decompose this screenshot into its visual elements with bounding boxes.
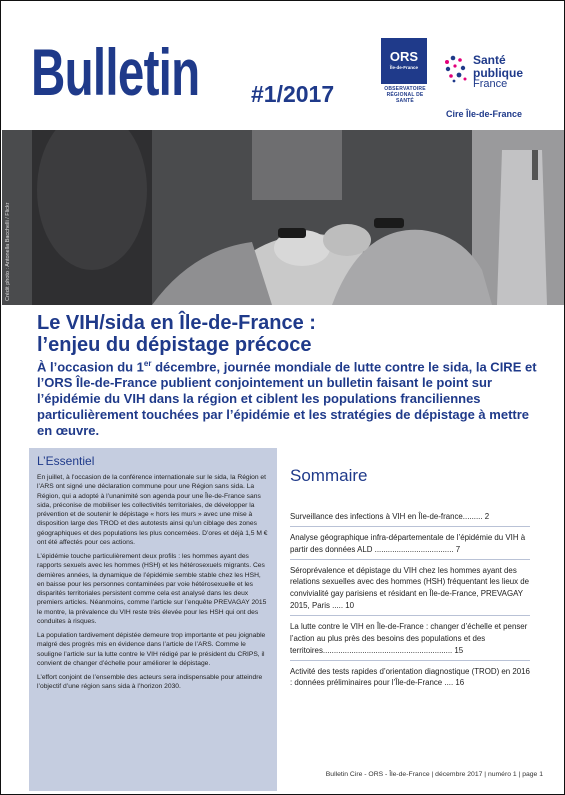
sommaire-title: Sommaire: [290, 466, 368, 485]
toc-item[interactable]: Analyse géographique infra-départementale de l’épidémie du VIH à partir des données ALD .................................... 7: [290, 532, 530, 560]
table-of-contents: [290, 511, 530, 697]
cover-photo: [2, 130, 564, 305]
page-footer: Bulletin Cire - ORS - Île-de-France | décembre 2017 | numéro 1 | page 1: [325, 771, 543, 778]
toc-item[interactable]: La lutte contre le VIH en Île-de-France : changer d’échelle et penser l’action au plus près des besoins des populations et des territoires........................................................... 15: [290, 621, 530, 661]
photo-credit: Crédit photo : Antonella Bacchelli / Flickr: [5, 202, 11, 301]
essentiel-title: L’Essentiel: [37, 454, 95, 468]
ors-logo-box: [381, 38, 427, 84]
essentiel-panel: [29, 448, 277, 791]
ors-logo: [381, 38, 429, 104]
lede-superscript: er: [143, 359, 152, 368]
headline-line1: Le VIH/sida en Île-de-France :: [37, 312, 316, 334]
toc-item[interactable]: Surveillance des infections à VIH en Île-de-france......... 2: [290, 511, 530, 527]
cire-label: Cire Île-de-France: [446, 109, 523, 119]
toc-item[interactable]: Activité des tests rapides d’orientation diagnostique (TROD) en 2016 : données préliminaires pour l’Île-de-France .... 16: [290, 666, 530, 688]
hands-photo-illustration: [2, 130, 564, 305]
toc-item[interactable]: Séroprévalence et dépistage du VIH chez les hommes ayant des relations sexuelles avec des hommes (HSH) fréquentant les lieux de convivialité gay parisiens et résidant en Île-de-France, PREVAGAY 2015, Paris ..... 10: [290, 565, 530, 616]
sp-line2: publique: [473, 65, 523, 80]
sp-line1: Santé: [473, 53, 506, 67]
ors-logo-caption: OBSERVATOIRE RÉGIONAL DE SANTÉ: [384, 86, 426, 104]
bulletin-title: Bulletin: [31, 35, 200, 109]
essentiel-paragraph: L’effort conjoint de l’ensemble des acteurs sera indispensable pour atteindre l’objectif d’une région sans sida à l’horizon 2030.: [37, 674, 263, 691]
lede-start: À l’occasion du 1: [37, 359, 144, 375]
essentiel-paragraph: En juillet, à l’occasion de la conférence internationale sur le sida, la Région et l’ARS ont signé une déclaration commune pour une Région sans sida. La Région, qui a adopté à l’unanimité son agenda pour une Île-de-France sans sida, préconise de mobiliser les collectivités territoriales, de développer la prévention et de soutenir le dépistage « hors les murs » avec une mise à disposition large des TROD et des autotests ainsi qu’un ciblage des zones géographiques et des populations les plus concernées. D’ores et déjà 1,5 M € ont été affectés pour ces actions.: [37, 474, 268, 546]
sp-line3: France: [473, 78, 508, 91]
ors-logo-sub: Île-de-France: [389, 65, 418, 70]
sante-publique-wordmark: [473, 54, 523, 91]
essentiel-paragraph: L’épidémie touche particulièrement deux profils : les hommes ayant des rapports sexuels avec les hommes (HSH) et les hétérosexuels migrants. Ces dernières années, la dynamique de l’épidémie semble stable chez les HSH, en baisse pour les personnes contaminées par voie hétérosexuelle et les disparités territoriales persistent comme cela est analysé dans les deux premiers articles. Néanmoins, comme l’article sur l’enquête PREVAGAY 2015 le montre, la prévalence du VIH reste très élevée pour les HSH qui ont des conduites à risques.: [37, 553, 267, 625]
lede-rest: décembre, journée mondiale de lutte contre le sida, la CIRE et l’ORS Île-de-France publient conjointement un bulletin faisant le point sur l’épidémie du VIH dans la région et ciblent les populations franciliennes particulièrement touchées par l’épidémie et les stratégies de dépistage à mettre en œuvre.: [37, 359, 537, 438]
essentiel-paragraph: La population tardivement dépistée demeure trop importante et peu joignable malgré des progrès mis en évidence dans l’article de l’ARS. Comme le souligne l’article sur la lutte contre le VIH rédigé par le président du CRIPS, il convient de changer d’échelle pour améliorer le dépistage.: [37, 632, 266, 667]
issue-number: #1/2017: [251, 81, 335, 107]
headline: [37, 312, 316, 356]
sante-publique-dots-icon: [443, 54, 469, 84]
headline-line2: l’enjeu du dépistage précoce: [37, 334, 312, 356]
ors-logo-main: ORS: [389, 49, 419, 64]
lede-paragraph: [37, 359, 547, 439]
